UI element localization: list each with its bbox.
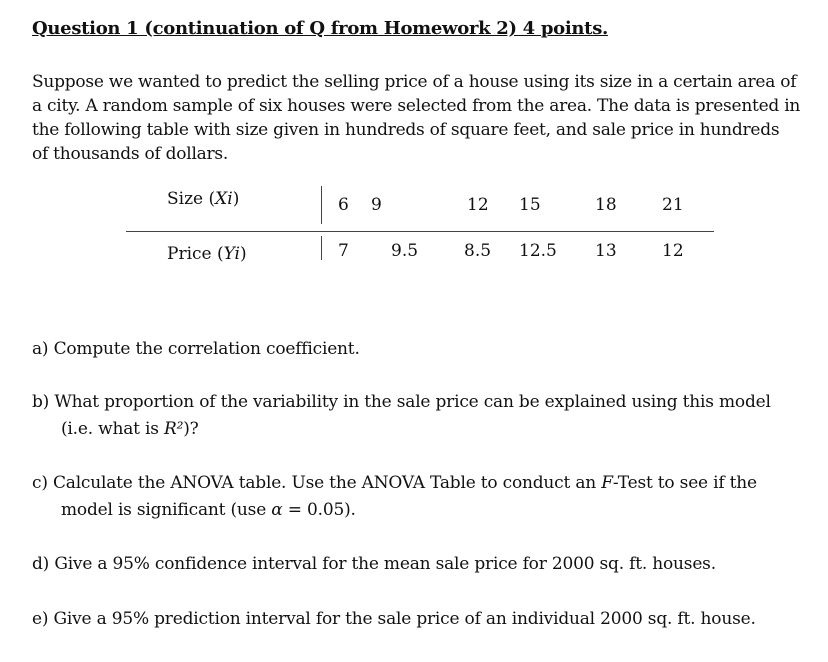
alpha-symbol: α bbox=[271, 500, 283, 520]
table-horizontal-rule bbox=[126, 231, 714, 232]
table-vertical-rule-top bbox=[321, 186, 322, 224]
price-variable: Yi bbox=[223, 244, 240, 264]
price-value: 12 bbox=[662, 241, 684, 261]
question-c-line2-text: model is significant (use bbox=[61, 500, 272, 520]
price-value: 12.5 bbox=[519, 241, 557, 261]
f-symbol: F bbox=[601, 473, 613, 493]
price-value: 9.5 bbox=[391, 241, 419, 261]
price-label-text: Price ( bbox=[167, 244, 224, 264]
intro-line-4: of thousands of dollars. bbox=[32, 144, 229, 164]
table-vertical-rule-bottom bbox=[321, 236, 322, 260]
price-row-label bbox=[167, 244, 247, 264]
size-value: 12 bbox=[467, 195, 489, 215]
question-b bbox=[32, 389, 771, 443]
size-row-label bbox=[167, 189, 239, 209]
intro-line-3: the following table with size given in hundreds of square feet, and sale price in hundreds bbox=[32, 120, 780, 140]
question-a: a) Compute the correlation coefficient. bbox=[32, 339, 360, 359]
question-c bbox=[32, 470, 757, 524]
intro-line-1: Suppose we wanted to predict the selling price of a house using its size in a certain area of bbox=[32, 72, 797, 92]
price-value: 13 bbox=[595, 241, 617, 261]
question-c-line-2 bbox=[32, 497, 757, 524]
size-label-text: Size ( bbox=[167, 189, 216, 209]
size-value: 15 bbox=[519, 195, 541, 215]
data-table bbox=[0, 0, 828, 300]
question-b-line-2 bbox=[32, 416, 771, 443]
question-d: d) Give a 95% confidence interval for the mean sale price for 2000 sq. ft. houses. bbox=[32, 554, 716, 574]
question-c-text: c) Calculate the ANOVA table. Use the ANOVA Table to conduct an bbox=[32, 473, 602, 493]
intro-line-2: a city. A random sample of six houses were selected from the area. The data is presented in bbox=[32, 96, 801, 116]
size-variable: Xi bbox=[215, 189, 233, 209]
question-title: Question 1 (continuation of Q from Homework 2) 4 points. bbox=[32, 18, 608, 39]
price-value: 7 bbox=[338, 241, 349, 261]
size-value: 6 bbox=[338, 195, 349, 215]
price-value: 8.5 bbox=[464, 241, 492, 261]
question-c-line2-end: = 0.05). bbox=[282, 500, 356, 520]
size-label-close: ) bbox=[232, 189, 240, 209]
question-e: e) Give a 95% prediction interval for the sale price of an individual 2000 sq. ft. house. bbox=[32, 609, 756, 629]
r-squared-symbol: R² bbox=[163, 419, 184, 439]
question-b-text-end: )? bbox=[183, 419, 199, 439]
size-value: 9 bbox=[371, 195, 382, 215]
size-value: 21 bbox=[662, 195, 684, 215]
price-label-close: ) bbox=[240, 244, 247, 264]
question-c-text-end: -Test to see if the bbox=[612, 473, 757, 493]
size-value: 18 bbox=[595, 195, 617, 215]
question-b-text: (i.e. what is bbox=[61, 419, 164, 439]
question-b-line-1: b) What proportion of the variability in the sale price can be explained using this model bbox=[32, 392, 771, 412]
question-c-line-1 bbox=[32, 473, 757, 493]
